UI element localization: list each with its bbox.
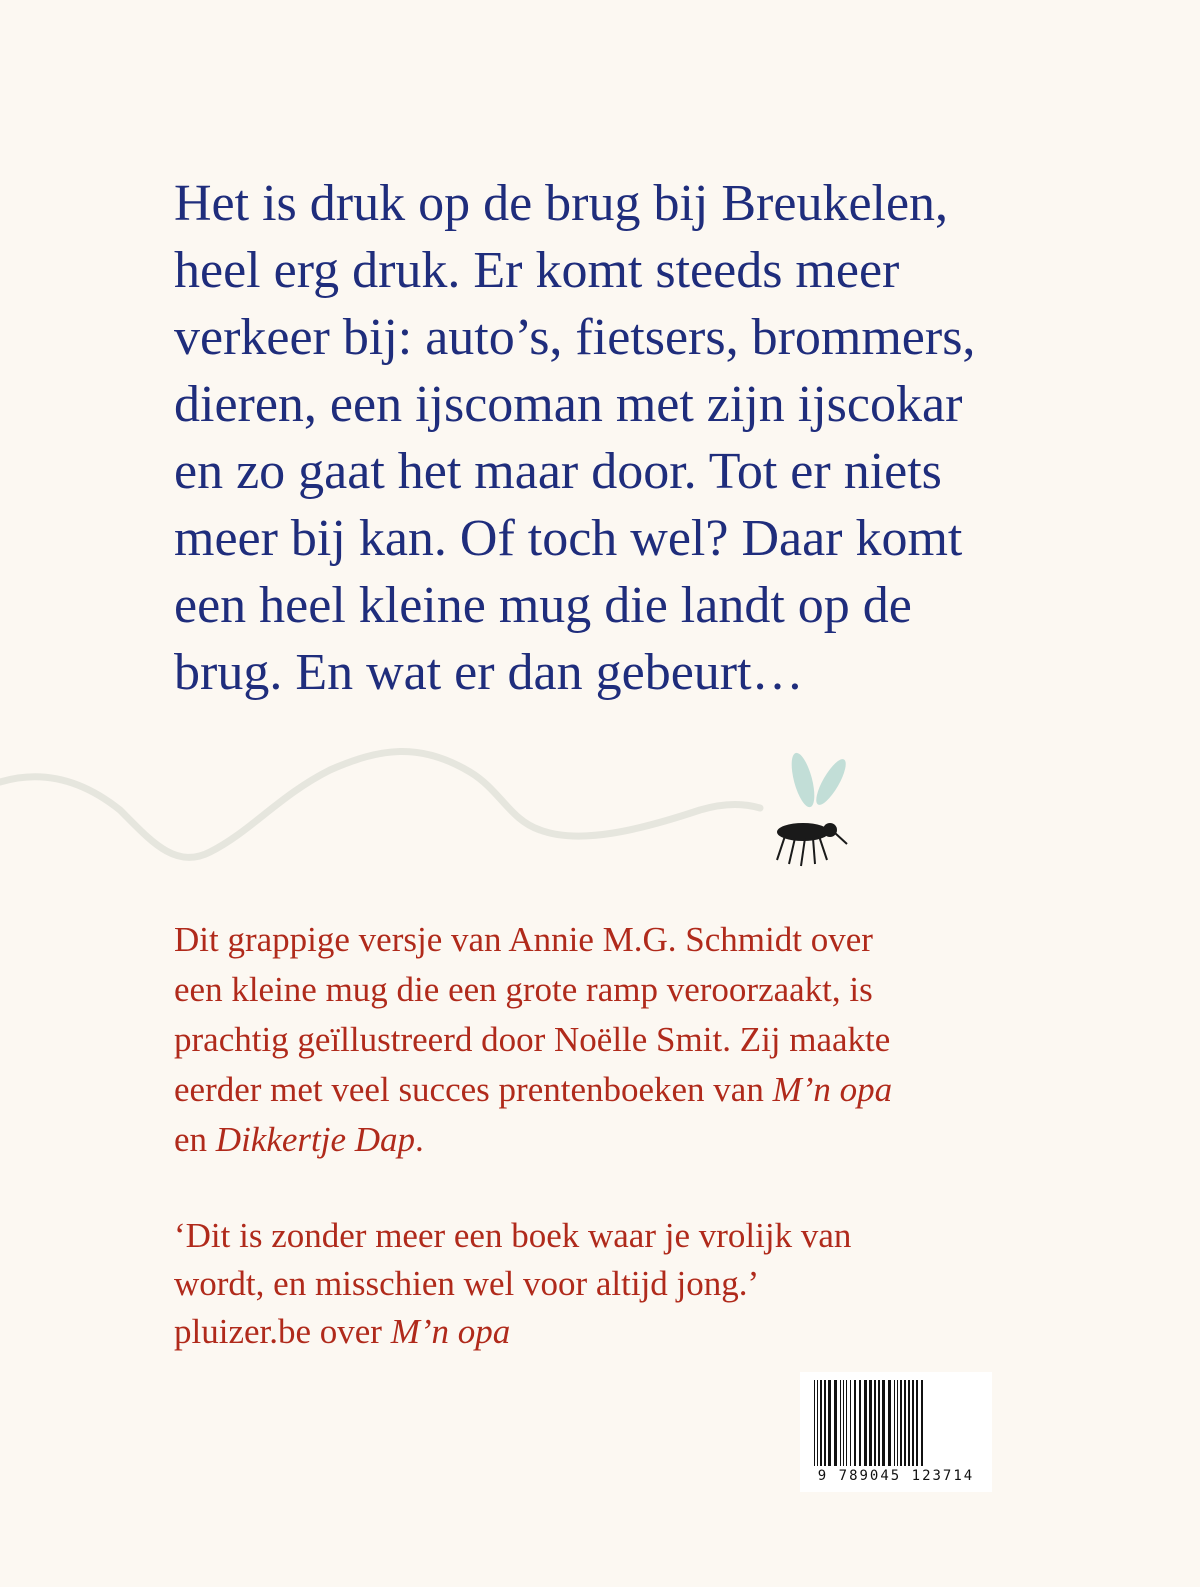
quote-source-title: M’n opa [390,1312,511,1351]
blurb-line: een heel kleine mug die landt op de [174,577,912,634]
description-line [174,1065,1134,1115]
description-text: en [174,1120,216,1159]
barcode-bar [817,1380,818,1466]
flight-path-trail [0,751,760,857]
barcode-bar [904,1380,906,1466]
description-line: prachtig geïllustreerd door Noëlle Smit. Zij maakte [174,1020,891,1059]
barcode-bar [843,1380,844,1466]
barcode-bar [834,1380,837,1466]
barcode-bar [824,1380,826,1466]
barcode-bar [888,1380,891,1466]
blurb-line: en zo gaat het maar door. Tot er niets [174,443,942,500]
barcode-bar [916,1380,918,1466]
barcode-bar [814,1380,815,1466]
mosquito-icon [777,751,851,866]
description-line: Dit grappige versje van Annie M.G. Schmidt over [174,920,873,959]
blurb-line: dieren, een ijscoman met zijn ijscokar [174,376,963,433]
barcode-bar [828,1380,831,1466]
blurb-line: brug. En wat er dan gebeurt… [174,644,804,701]
quote-source-text: pluizer.be over [174,1312,391,1351]
barcode-bar [897,1380,898,1466]
barcode-bar [840,1380,841,1466]
barcode-bar [912,1380,914,1466]
blurb-text [174,170,1134,706]
quote-line: ‘Dit is zonder meer een boek waar je vrolijk van [174,1216,852,1255]
quote-source [174,1308,1134,1356]
blurb-line: Het is druk op de brug bij Breukelen, [174,175,949,232]
blurb-line: heel erg druk. Er komt steeds meer [174,242,900,299]
barcode-digits: 9 789045 123714 [817,1468,975,1484]
description-line [174,1115,1134,1165]
barcode-bar [850,1380,851,1466]
description-text: eerder met veel succes prentenboeken van [174,1070,773,1109]
barcode-bar [854,1380,856,1466]
book-title-mn-opa: M’n opa [772,1070,893,1109]
barcode-bar [820,1380,822,1466]
barcode-bar [859,1380,861,1466]
barcode-bar [921,1380,923,1466]
barcode-bars [814,1380,978,1466]
barcode-bar [864,1380,867,1466]
barcode-bar [878,1380,880,1466]
description-text: . [415,1120,424,1159]
book-description [174,915,1134,1165]
description-line: een kleine mug die een grote ramp veroorzaakt, is [174,970,873,1009]
blurb-line: verkeer bij: auto’s, fietsers, brommers, [174,309,976,366]
barcode-bar [846,1380,847,1466]
barcode-bar [882,1380,885,1466]
barcode-bar [874,1380,876,1466]
barcode-bar [869,1380,872,1466]
quote-line: wordt, en misschien wel voor altijd jong.’ [174,1264,760,1303]
barcode-bar [908,1380,910,1466]
blurb-line: meer bij kan. Of toch wel? Daar komt [174,510,963,567]
barcode-bar [894,1380,895,1466]
book-title-dikkertje-dap: Dikkertje Dap [215,1120,416,1159]
review-quote [174,1212,1134,1356]
barcode [800,1372,992,1492]
mosquito-flight-illustration [0,720,1200,900]
barcode-bar [900,1380,902,1466]
